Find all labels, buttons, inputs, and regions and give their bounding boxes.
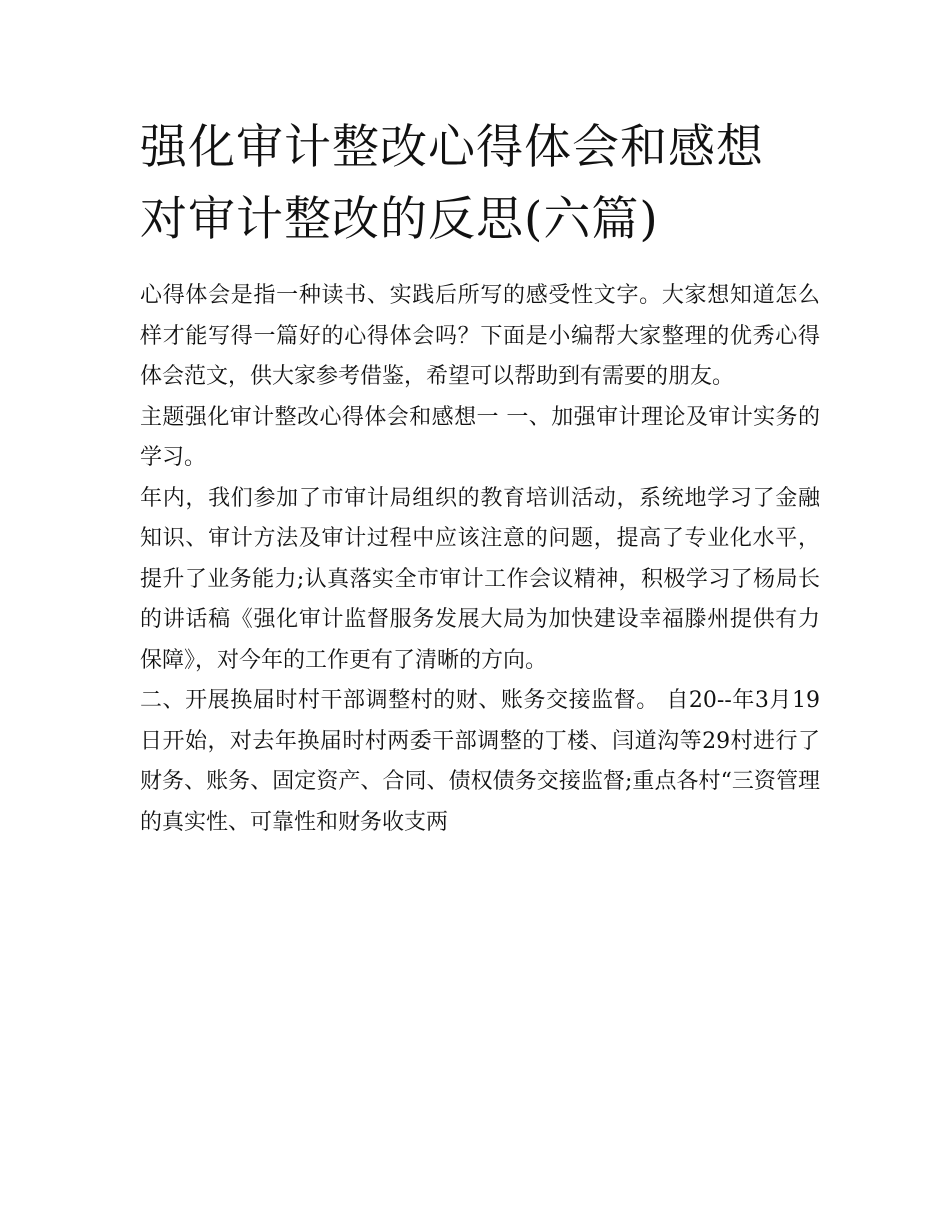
document-title — [140, 112, 820, 256]
paragraph-heading-1: 主题强化审计整改心得体会和感想一 一、加强审计理论及审计实务的学习。 — [140, 404, 820, 470]
paragraph-heading-2: 二、开展换届时村干部调整村的财、账务交接监督。 自20--年3月19日开始，对去年换届时村两委干部调整的丁楼、闫道沟等29村进行了财务、账务、固定资产、合同、债权债务交接监督;重点各村“三资管理的真实性、可靠性和财务收支两 — [140, 688, 820, 835]
document-page — [140, 112, 820, 843]
paragraph-intro: 心得体会是指一种读书、实践后所写的感受性文字。大家想知道怎么样才能写得一篇好的心得体会吗？下面是小编帮大家整理的优秀心得体会范文，供大家参考借鉴，希望可以帮助到有需要的朋友。 — [140, 283, 820, 389]
title-line-2: 对审计整改的反思(六篇) — [140, 192, 659, 247]
title-line-1: 强化审计整改心得体会和感想 — [140, 120, 764, 175]
paragraph-body-1: 年内，我们参加了市审计局组织的教育培训活动，系统地学习了金融知识、审计方法及审计过程中应该注意的问题，提高了专业化水平，提升了业务能力;认真落实全市审计工作会议精神，积极学习了杨局长的讲话稿《强化审计监督服务发展大局为加快建设幸福滕州提供有力保障》，对今年的工作更有了清晰的方向。 — [140, 485, 820, 673]
